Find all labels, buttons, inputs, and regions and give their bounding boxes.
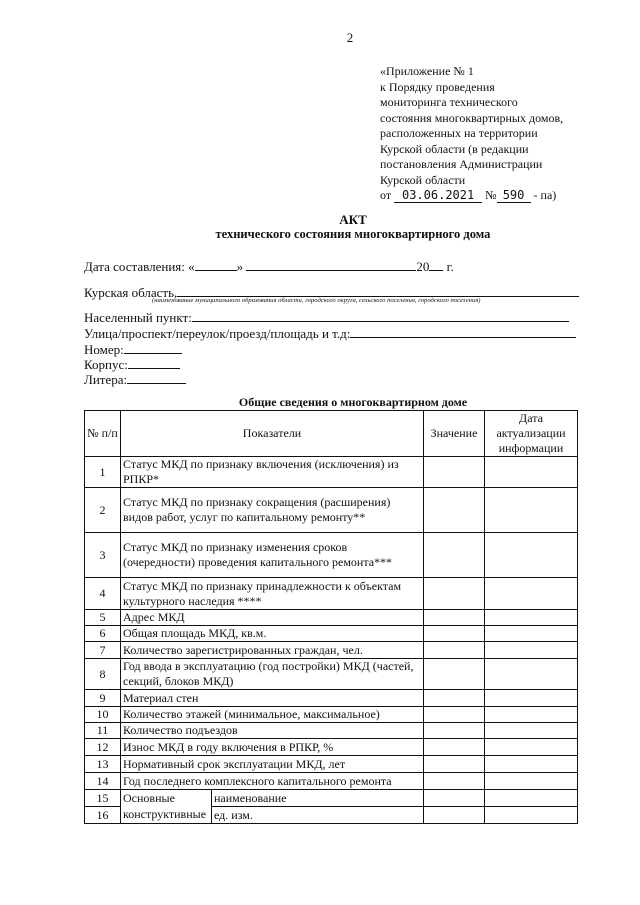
table-row [85, 488, 578, 533]
value-cell[interactable] [424, 642, 485, 659]
row-number: 4 [85, 578, 121, 610]
table-row [85, 457, 578, 488]
locality-blank[interactable] [192, 309, 569, 322]
row-indicator: Материал стен [121, 690, 424, 707]
appendix-line: к Порядку проведения [380, 79, 495, 94]
year-suffix: г. [446, 259, 454, 274]
number-suffix: - па) [533, 188, 557, 202]
date-cell[interactable] [485, 773, 578, 790]
row-indicator: Статус МКД по признаку сокращения (расширения) видов работ, услуг по капитальному ремонту** [121, 488, 424, 533]
date-cell[interactable] [485, 457, 578, 488]
row-indicator: Нормативный срок эксплуатации МКД, лет [121, 756, 424, 773]
date-cell[interactable] [485, 690, 578, 707]
appendix-line: Курской области [380, 172, 466, 187]
row-number: 8 [85, 659, 121, 690]
value-cell[interactable] [424, 739, 485, 756]
row-indicator: ед. изм. [212, 807, 424, 824]
value-cell[interactable] [424, 488, 485, 533]
table-header-row [85, 411, 578, 457]
appendix-line: «Приложение № 1 [380, 64, 474, 78]
letter-blank[interactable] [127, 371, 186, 384]
appendix-line: расположенных на территории [380, 126, 538, 140]
street-label: Улица/проспект/переулок/проезд/площадь и т.д: [84, 326, 351, 341]
date-cell[interactable] [485, 707, 578, 723]
resolution-date: 03.06.2021 [394, 189, 482, 203]
letter-label: Литера: [84, 372, 128, 387]
value-cell[interactable] [424, 457, 485, 488]
house-number-blank[interactable] [124, 341, 182, 354]
appendix-line: постановления Администрации [380, 157, 543, 171]
row-indicator: Количество этажей (минимальное, максимальное) [121, 707, 424, 723]
header-indicators: Показатели [121, 411, 424, 457]
row-indicator: Статус МКД по признаку принадлежности к объектам культурного наследия **** [121, 578, 424, 610]
month-blank[interactable] [246, 258, 416, 271]
row-number: 12 [85, 739, 121, 756]
row-indicator: Статус МКД по признаку изменения сроков (очередности) проведения капитального ремонта*** [121, 533, 424, 578]
row-indicator: Адрес МКД [121, 610, 424, 626]
table-row [85, 578, 578, 610]
value-cell[interactable] [424, 756, 485, 773]
table-row [85, 659, 578, 690]
table-row [85, 807, 578, 824]
locality-label: Населенный пункт: [84, 310, 192, 325]
page-number: 2 [346, 30, 354, 45]
year-prefix: 20 [416, 259, 430, 274]
table-row [85, 626, 578, 642]
row-number: 14 [85, 773, 121, 790]
compiled-date-field [84, 258, 454, 275]
table-row [85, 707, 578, 723]
locality-field [84, 309, 569, 326]
table-row [85, 790, 578, 807]
row-indicator: Количество подъездов [121, 723, 424, 739]
row-number: 11 [85, 723, 121, 739]
table-row [85, 642, 578, 659]
date-cell[interactable] [485, 610, 578, 626]
value-cell[interactable] [424, 659, 485, 690]
compiled-date-label: Дата составления: « [84, 259, 195, 274]
close-quote: » [236, 259, 244, 274]
letter-field [84, 371, 186, 388]
value-cell[interactable] [424, 626, 485, 642]
row-number: 16 [85, 807, 121, 824]
building-blank[interactable] [128, 356, 180, 369]
date-cell[interactable] [485, 659, 578, 690]
building-info-table [84, 410, 578, 824]
row-indicator: Износ МКД в году включения в РПКР, % [121, 739, 424, 756]
row-indicator: Статус МКД по признаку включения (исключения) из РПКР* [121, 457, 424, 488]
house-number-label: Номер: [84, 342, 124, 357]
document-title: АКТ [339, 212, 367, 227]
appendix-block [380, 64, 563, 204]
row-indicator: Общая площадь МКД, кв.м. [121, 626, 424, 642]
table-row [85, 690, 578, 707]
row-number: 9 [85, 690, 121, 707]
date-cell[interactable] [485, 756, 578, 773]
date-cell[interactable] [485, 626, 578, 642]
value-cell[interactable] [424, 807, 485, 824]
number-prefix: № [485, 188, 497, 202]
row-indicator: Год ввода в эксплуатацию (год постройки) МКД (частей, секций, блоков МКД) [121, 659, 424, 690]
date-cell[interactable] [485, 723, 578, 739]
table-row [85, 610, 578, 626]
value-cell[interactable] [424, 790, 485, 807]
value-cell[interactable] [424, 533, 485, 578]
value-cell[interactable] [424, 707, 485, 723]
date-cell[interactable] [485, 533, 578, 578]
date-cell[interactable] [485, 578, 578, 610]
row-number: 10 [85, 707, 121, 723]
date-cell[interactable] [485, 739, 578, 756]
row-indicator: наименование [212, 790, 424, 807]
row-number: 7 [85, 642, 121, 659]
header-value: Значение [424, 411, 485, 457]
row-number: 5 [85, 610, 121, 626]
table-row [85, 756, 578, 773]
region-label: Курская область, [84, 285, 178, 300]
row-number: 15 [85, 790, 121, 807]
street-field [84, 325, 576, 342]
row-indicator: Количество зарегистрированных граждан, чел. [121, 642, 424, 659]
date-cell[interactable] [485, 488, 578, 533]
structural-group-label: конструктивные [121, 807, 212, 824]
street-blank[interactable] [350, 325, 576, 338]
table-row [85, 533, 578, 578]
date-cell[interactable] [485, 807, 578, 824]
document-subtitle: технического состояния многоквартирного дома [215, 227, 491, 241]
row-number: 2 [85, 488, 121, 533]
row-number: 3 [85, 533, 121, 578]
appendix-date-line [380, 188, 563, 204]
appendix-line: мониторинга технического [380, 95, 518, 109]
table-row [85, 723, 578, 739]
appendix-line: состояния многоквартирных домов, [380, 110, 564, 125]
value-cell[interactable] [424, 723, 485, 739]
structural-group-label: Основные [121, 790, 212, 807]
section-title: Общие сведения о многоквартирном доме [238, 395, 468, 409]
value-cell[interactable] [424, 773, 485, 790]
date-prefix: от [380, 188, 392, 202]
date-cell[interactable] [485, 642, 578, 659]
row-number: 6 [85, 626, 121, 642]
date-cell[interactable] [485, 790, 578, 807]
table-row [85, 773, 578, 790]
header-date: Дата актуализации информации [485, 411, 578, 457]
header-number: № п/п [85, 411, 121, 457]
value-cell[interactable] [424, 578, 485, 610]
row-number: 1 [85, 457, 121, 488]
resolution-number: 590 [497, 189, 531, 203]
year-blank[interactable] [429, 258, 443, 271]
value-cell[interactable] [424, 690, 485, 707]
row-number: 13 [85, 756, 121, 773]
region-blank[interactable] [177, 284, 579, 297]
day-blank[interactable] [195, 258, 237, 271]
value-cell[interactable] [424, 610, 485, 626]
region-note: (наименование муниципального образования области, городского округа, сельского поселения, городского поселения) [152, 297, 481, 304]
appendix-line: Курской области (в редакции [380, 141, 529, 156]
table-row [85, 739, 578, 756]
building-label: Корпус: [84, 357, 128, 372]
row-indicator: Год последнего комплексного капитального ремонта [121, 773, 424, 790]
